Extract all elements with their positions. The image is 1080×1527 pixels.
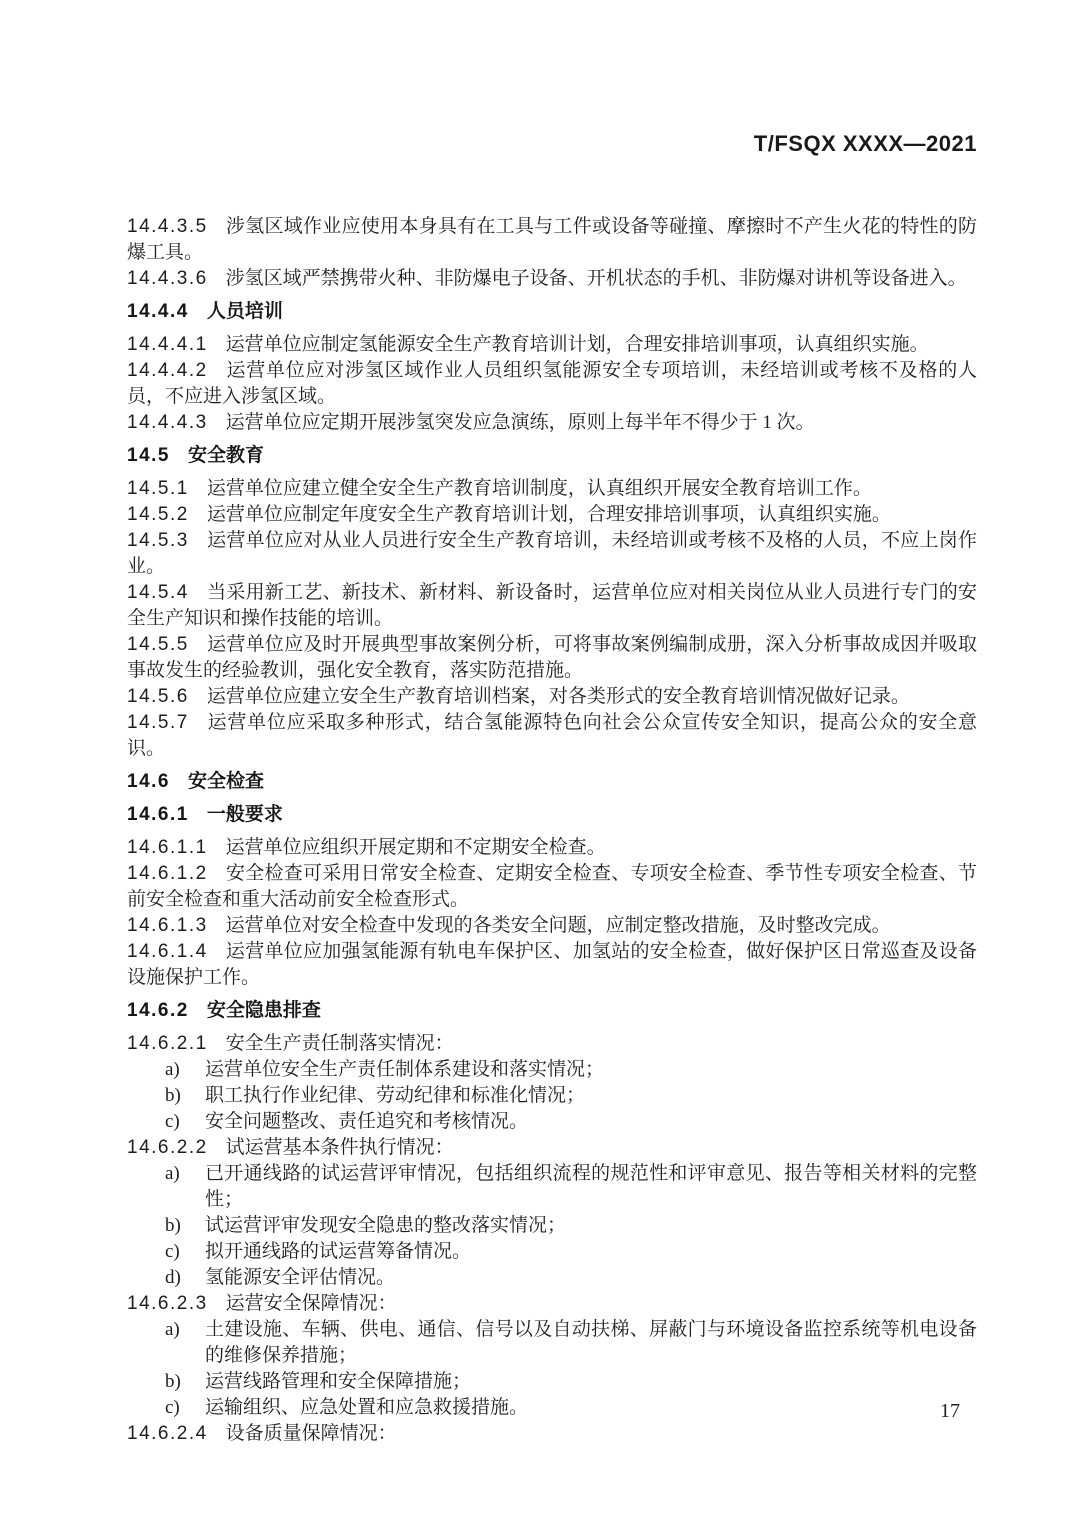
section-number: 14.6.2 [127,1000,189,1021]
clause-number: 14.4.4.3 [127,412,208,433]
clause-paragraph [127,580,977,632]
list-item-text: 运营线路管理和安全保障措施； [205,1371,472,1392]
clause-number: 14.6.2.1 [127,1033,208,1054]
clause-paragraph [127,913,977,939]
list-item-text: 职工执行作业纪律、劳动纪律和标准化情况； [205,1085,586,1106]
list-item-label: c) [165,1397,180,1418]
section-title: 一般要求 [206,804,283,825]
list-item-label: c) [165,1241,180,1262]
section-title: 安全隐患排查 [206,1000,321,1021]
clause-text: 运营单位应制定年度安全生产教育培训计划，合理安排培训事项，认真组织实施。 [206,504,891,525]
clause-number: 14.5.5 [127,634,189,655]
list-item-text: 已开通线路的试运营评审情况，包括组织流程的规范性和评审意见、报告等相关材料的完整性； [205,1163,977,1210]
clause-paragraph [127,1421,977,1447]
clause-paragraph [127,358,977,410]
clause-text: 设备质量保障情况： [225,1423,397,1444]
clause-paragraph [127,835,977,861]
clause-text: 试运营基本条件执行情况： [225,1137,454,1158]
clause-number: 14.5.6 [127,686,189,707]
list-item-text: 氢能源安全评估情况。 [205,1267,396,1288]
list-item [165,1161,977,1213]
clause-number: 14.6.2.4 [127,1423,208,1444]
list-item-label: b) [165,1085,181,1106]
clause-text: 安全生产责任制落实情况： [225,1033,454,1054]
section-title: 安全教育 [187,445,264,466]
clause-text: 运营单位应建立安全生产教育培训档案，对各类形式的安全教育培训情况做好记录。 [206,686,910,707]
list-item-label: d) [165,1267,181,1288]
clause-number: 14.6.1.4 [127,941,208,962]
section-heading [127,998,977,1024]
section-number: 14.6 [127,771,170,792]
section-title: 人员培训 [206,301,283,322]
clause-number: 14.4.4.1 [127,334,208,355]
clause-paragraph [127,861,977,913]
section-heading [127,443,977,469]
list-item-text: 运营单位安全生产责任制体系建设和落实情况； [205,1059,605,1080]
clause-number: 14.5.2 [127,504,189,525]
clause-paragraph [127,684,977,710]
doc-number: T/FSQX XXXX—2021 [753,131,977,156]
clause-paragraph [127,214,977,266]
list-item-text: 运输组织、应急处置和应急救援措施。 [205,1397,529,1418]
clause-text: 运营单位应对涉氢区域作业人员组织氢能源安全专项培训，未经培训或考核不及格的人员，不应进入涉氢区域。 [127,360,977,407]
clause-paragraph [127,710,977,762]
clause-number: 14.6.2.2 [127,1137,208,1158]
list-item-label: b) [165,1215,181,1236]
clause-paragraph [127,528,977,580]
section-heading [127,802,977,828]
list-item [165,1213,977,1239]
clause-paragraph [127,1135,977,1161]
clause-number: 14.5.3 [127,530,189,551]
clause-text: 运营单位应建立健全安全生产教育培训制度，认真组织开展安全教育培训工作。 [206,478,872,499]
list-item [165,1395,977,1421]
clause-text: 运营单位应定期开展涉氢突发应急演练，原则上每半年不得少于 1 次。 [225,412,815,433]
section-number: 14.6.1 [127,804,189,825]
clause-paragraph [127,502,977,528]
clause-text: 涉氢区域严禁携带火种、非防爆电子设备、开机状态的手机、非防爆对讲机等设备进入。 [225,268,967,289]
section-title: 安全检查 [187,771,264,792]
clause-text: 运营单位应加强氢能源有轨电车保护区、加氢站的安全检查，做好保护区日常巡查及设备设施保护工作。 [127,941,977,988]
clause-paragraph [127,1031,977,1057]
clause-number: 14.6.1.2 [127,863,208,884]
clause-paragraph [127,332,977,358]
clause-paragraph [127,266,977,292]
clause-text: 运营单位应采取多种形式，结合氢能源特色向社会公众宣传安全知识，提高公众的安全意识。 [127,712,977,759]
page-header [754,131,977,157]
section-heading [127,299,977,325]
list-item-label: b) [165,1371,181,1392]
list-item [165,1265,977,1291]
list-item-text: 拟开通线路的试运营筹备情况。 [205,1241,472,1262]
clause-number: 14.6.2.3 [127,1293,208,1314]
clause-text: 运营单位对安全检查中发现的各类安全问题，应制定整改措施，及时整改完成。 [225,915,891,936]
clause-text: 运营单位应对从业人员进行安全生产教育培训，未经培训或考核不及格的人员，不应上岗作业。 [127,530,977,577]
clause-number: 14.5.4 [127,582,189,603]
page-number: 17 [940,1400,960,1422]
clause-text: 安全检查可采用日常安全检查、定期安全检查、专项安全检查、季节性专项安全检查、节前安全检查和重大活动前安全检查形式。 [127,863,977,910]
clause-paragraph [127,476,977,502]
document-body [127,214,977,1447]
list-item [165,1239,977,1265]
clause-text: 运营安全保障情况： [225,1293,397,1314]
clause-number: 14.4.3.6 [127,268,208,289]
list-item [165,1109,977,1135]
clause-number: 14.4.3.5 [127,216,208,237]
clause-paragraph [127,939,977,991]
list-item-text: 试运营评审发现安全隐患的整改落实情况； [205,1215,567,1236]
list-item-label: a) [165,1319,180,1340]
clause-text: 运营单位应制定氢能源安全生产教育培训计划，合理安排培训事项，认真组织实施。 [225,334,929,355]
clause-text: 运营单位应组织开展定期和不定期安全检查。 [225,837,606,858]
clause-number: 14.5.1 [127,478,189,499]
section-heading [127,769,977,795]
clause-text: 运营单位应及时开展典型事故案例分析，可将事故案例编制成册，深入分析事故成因并吸取事故发生的经验教训，强化安全教育，落实防范措施。 [127,634,977,681]
page-footer [940,1400,960,1423]
section-number: 14.4.4 [127,301,189,322]
list-item [165,1083,977,1109]
clause-paragraph [127,632,977,684]
list-item-label: c) [165,1111,180,1132]
list-item [165,1057,977,1083]
clause-text: 当采用新工艺、新技术、新材料、新设备时，运营单位应对相关岗位从业人员进行专门的安全生产知识和操作技能的培训。 [127,582,977,629]
list-item-label: a) [165,1163,180,1184]
clause-paragraph [127,1291,977,1317]
clause-number: 14.4.4.2 [127,360,208,381]
list-item [165,1369,977,1395]
list-item-text: 安全问题整改、责任追究和考核情况。 [205,1111,529,1132]
list-item-label: a) [165,1059,180,1080]
list-item [165,1317,977,1369]
clause-number: 14.5.7 [127,712,189,733]
clause-number: 14.6.1.1 [127,837,208,858]
clause-number: 14.6.1.3 [127,915,208,936]
clause-paragraph [127,410,977,436]
list-item-text: 土建设施、车辆、供电、通信、信号以及自动扶梯、屏蔽门与环境设备监控系统等机电设备的维修保养措施； [205,1319,977,1366]
section-number: 14.5 [127,445,170,466]
clause-text: 涉氢区域作业应使用本身具有在工具与工件或设备等碰撞、摩擦时不产生火花的特性的防爆工具。 [127,216,977,263]
